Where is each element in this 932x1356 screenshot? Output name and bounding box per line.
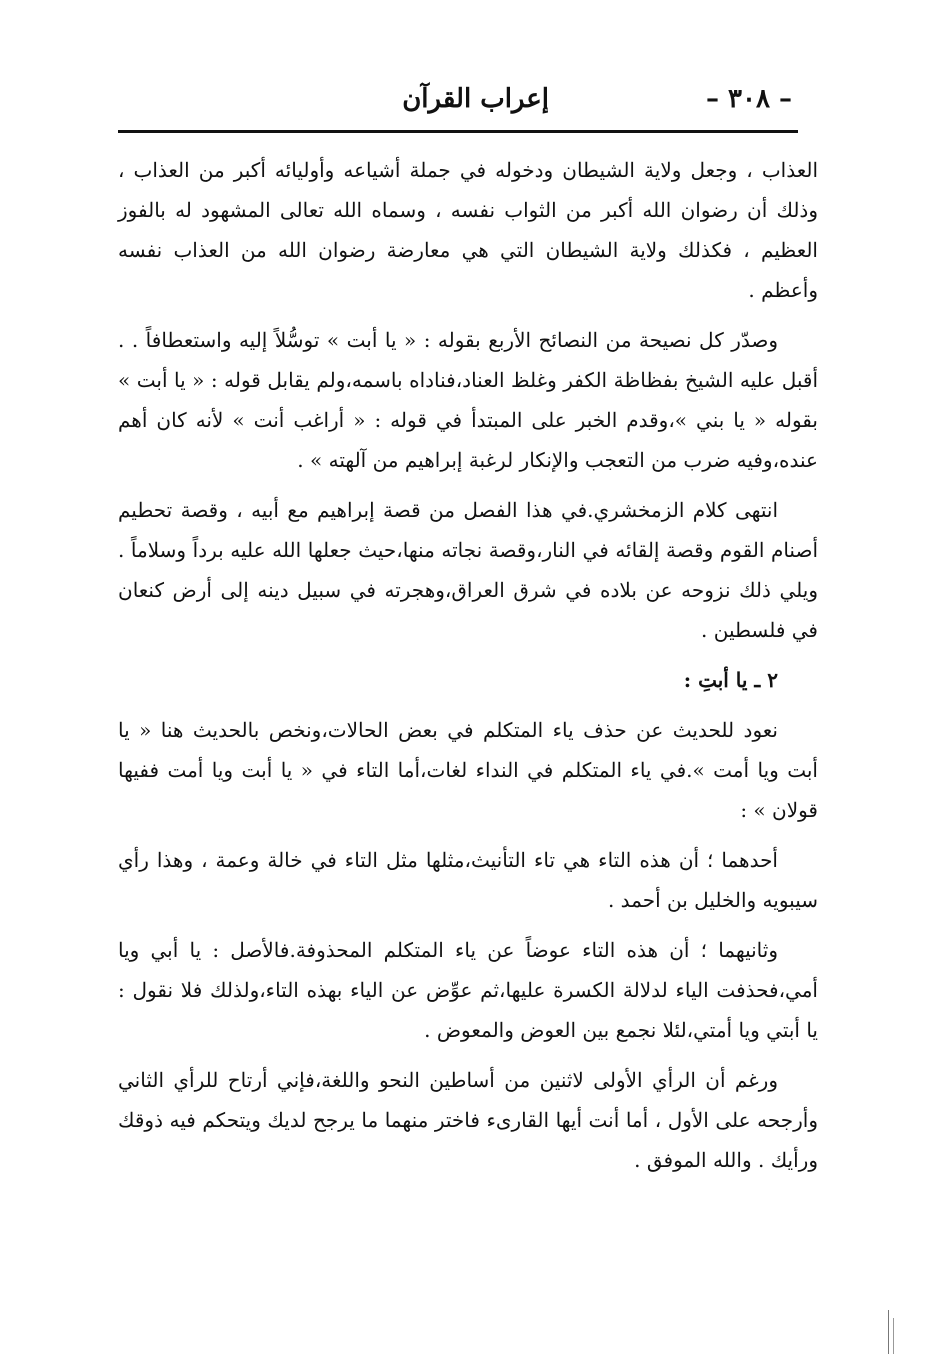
paragraph-4: نعود للحديث عن حذف ياء المتكلم في بعض الحالات،ونخص بالحديث هنا « يا أبت ويا أمت ».في ياء المتكلم في النداء لغات،أما التاء في « يا أبت ويا أمت ففيها قولان » :: [118, 718, 818, 822]
page-header: [118, 84, 798, 124]
paragraph-2: وصدّر كل نصيحة من النصائح الأربع بقوله : « يا أبت » توسُّلاً إليه واستعطافاً . . أقبل عليه الشيخ بفظاظة الكفر وغلظ العناد،فناداه باسمه،ولم يقابل قوله : « يا أبت » بقوله « يا بني »،وقدم الخبر على المبتدأ في قوله : « أراغب أنت » لأنه كان أهم عنده،وفيه ضرب من التعجب والإنكار لرغبة إبراهيم من آلهته » .: [118, 328, 818, 472]
paragraph-3: انتهى كلام الزمخشري.في هذا الفصل من قصة إبراهيم مع أبيه ، وقصة تحطيم أصنام القوم وقصة إلقائه في النار،وقصة نجاته منها،حيث جعلها الله عليه برداً وسلاماً . ويلي ذلك نزوحه عن بلاده في شرق العراق،وهجرته في سبيل دينه إلى أرض كنعان في فلسطين .: [118, 498, 818, 642]
scan-edge-line: [893, 1318, 894, 1354]
page-number: – ٣٠٨ –: [705, 84, 792, 114]
header-rule: [118, 130, 798, 133]
section-heading: ٢ ـ يا أبتِ :: [683, 668, 778, 692]
paragraph-6: وثانيهما ؛ أن هذه التاء عوضاً عن ياء المتكلم المحذوفة.فالأصل : يا أبي ويا أمي،فحذفت الياء لدلالة الكسرة عليها،ثم عوِّض عن الياء بهذه التاء،ولذلك فلا نقول : يا أبتي ويا أمتي،لئلا نجمع بين العوض والمعوض .: [118, 938, 818, 1042]
scan-edge-line: [888, 1310, 889, 1354]
body-text: [118, 150, 818, 1190]
paragraph-5: أحدهما ؛ أن هذه التاء هي تاء التأنيث،مثلها مثل التاء في خالة وعمة ، وهذا رأي سيبويه والخليل بن أحمد .: [118, 848, 818, 912]
running-title: إعراب القرآن: [402, 84, 550, 114]
paragraph-7: ورغم أن الرأي الأولى لاثنين من أساطين النحو واللغة،فإني أرتاح للرأي الثاني وأرجحه على الأول ، أما أنت أيها القارىء فاختر منهما ما يرجح لديك ويتحكم فيه ذوقك ورأيك . والله الموفق .: [118, 1068, 818, 1172]
paragraph-1: العذاب ، وجعل ولاية الشيطان ودخوله في جملة أشياعه وأوليائه أكبر من العذاب ، وذلك أن رضوان الله أكبر من الثواب نفسه ، وسماه الله تعالى المشهود له بالفوز العظيم ، فكذلك ولاية الشيطان التي هي معارضة رضوان الله من العذاب نفسه وأعظم .: [118, 158, 818, 302]
